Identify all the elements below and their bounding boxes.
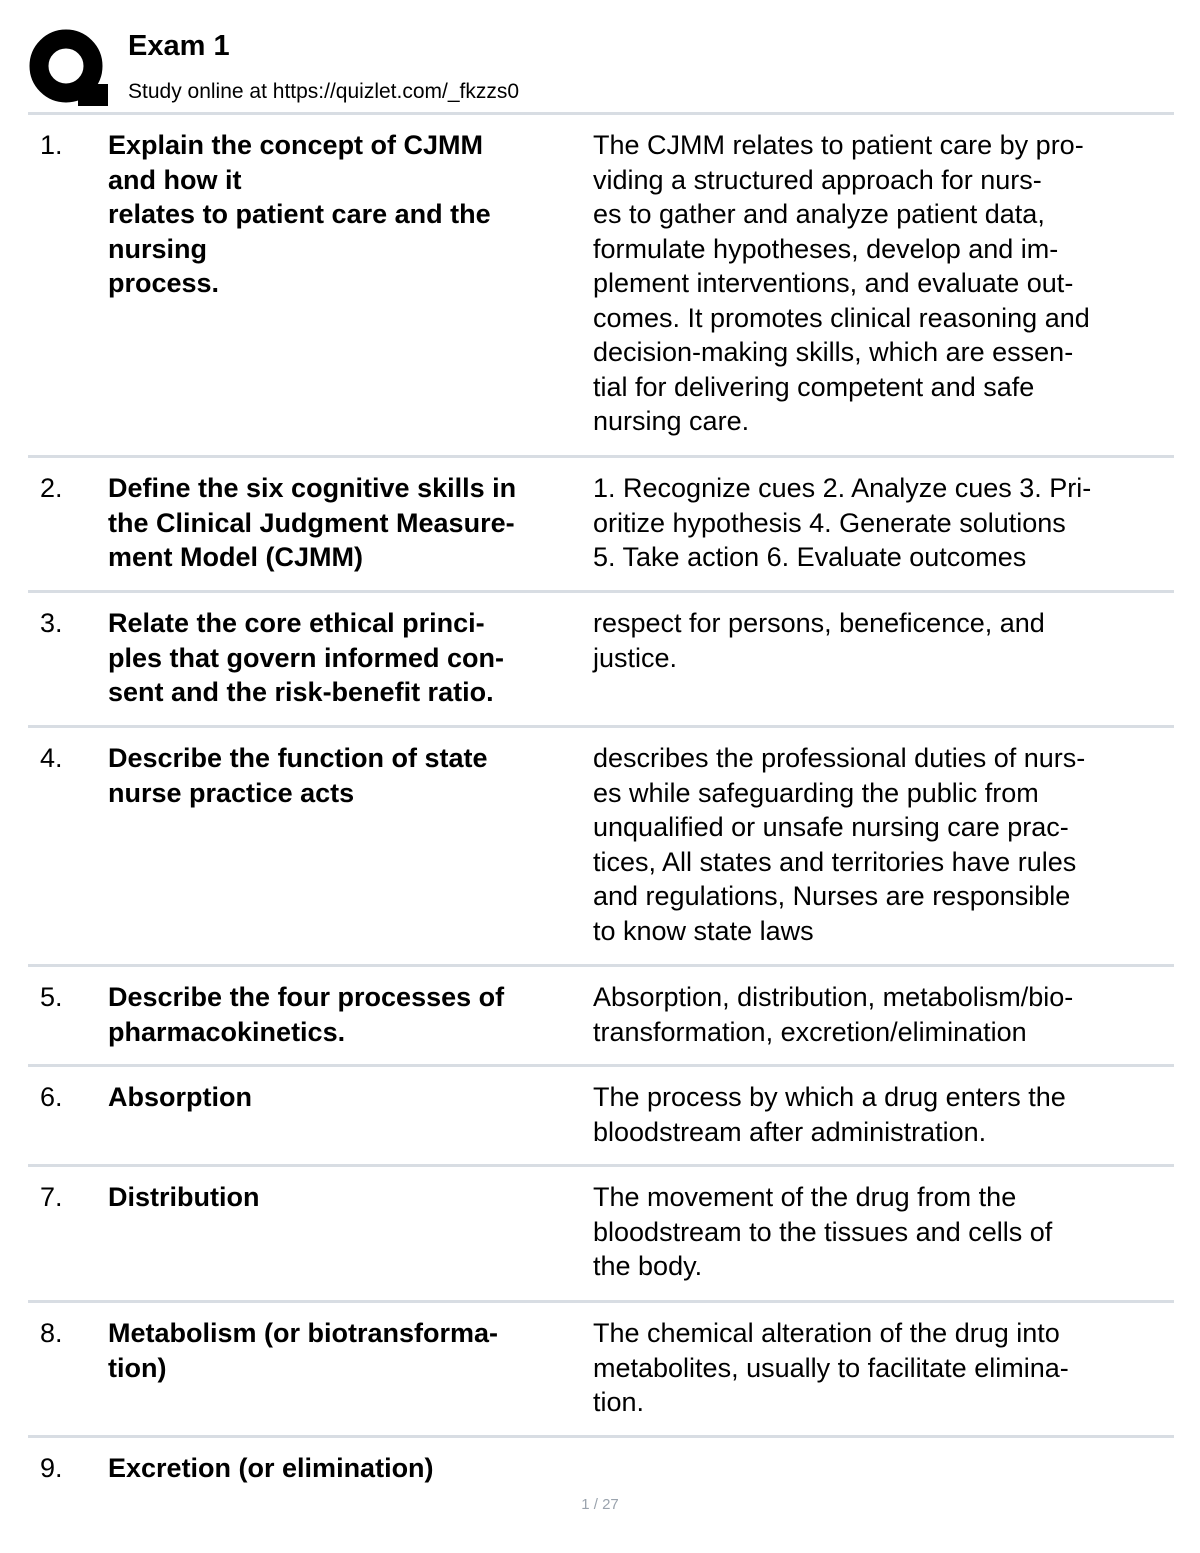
card-definition: The process by which a drug enters the bloodstream after administration.: [593, 1082, 1066, 1147]
flashcard-row: [28, 593, 1174, 728]
flashcard-row: [28, 458, 1174, 593]
card-definition: The chemical alteration of the drug into metabolites, usually to facilitate elimina- tion.: [593, 1318, 1069, 1417]
page-title: Exam 1: [128, 30, 230, 62]
flashcard-row: [28, 1067, 1174, 1167]
flashcard-row: [28, 1167, 1174, 1303]
card-number: 2.: [40, 473, 63, 503]
flashcard-row: [28, 967, 1174, 1067]
card-definition: The CJMM relates to patient care by pro- viding a structured approach for nurs- es to gather and analyze patient data, formulate hypotheses, develop and im- plement interventions, and evaluate out- comes. It promotes clinical reasoning and decision-making skills, which are essen- tial for delivering competent and safe nursing care.: [593, 130, 1090, 436]
card-term: Metabolism (or biotransforma- tion): [108, 1318, 499, 1383]
page-header: [28, 26, 1174, 112]
card-number: 8.: [40, 1318, 63, 1348]
page-indicator: 1 / 27: [581, 1496, 619, 1513]
card-number: 7.: [40, 1182, 63, 1212]
card-number: 4.: [40, 743, 63, 773]
card-term: Distribution: [108, 1182, 260, 1212]
card-term: Describe the four processes of pharmacokinetics.: [108, 982, 505, 1047]
card-definition: describes the professional duties of nurs- es while safeguarding the public from unqualified or unsafe nursing care prac- tices, All states and territories have rules and regulations, Nurses are responsible to know state laws: [593, 743, 1086, 946]
flashcard-row: [28, 728, 1174, 967]
card-definition: The movement of the drug from the bloodstream to the tissues and cells of the body.: [593, 1182, 1053, 1281]
flashcard-list: [28, 115, 1174, 1498]
card-term: Excretion (or elimination): [108, 1453, 434, 1483]
flashcard-row: [28, 1438, 1174, 1498]
card-number: 5.: [40, 982, 63, 1012]
card-term: Relate the core ethical princi- ples that govern informed con- sent and the risk-benefit ratio.: [108, 608, 505, 707]
card-term: Explain the concept of CJMM and how it relates to patient care and the nursing process.: [108, 130, 491, 298]
card-number: 6.: [40, 1082, 63, 1112]
flashcard-row: [28, 115, 1174, 458]
card-definition: 1. Recognize cues 2. Analyze cues 3. Pri- oritize hypothesis 4. Generate solutions 5. Take action 6. Evaluate outcomes: [593, 473, 1092, 572]
card-definition: Absorption, distribution, metabolism/bio- transformation, excretion/elimination: [593, 982, 1074, 1047]
quizlet-q-logo-icon: [28, 28, 108, 108]
card-term: Define the six cognitive skills in the Clinical Judgment Measure- ment Model (CJMM): [108, 473, 517, 572]
flashcard-row: [28, 1303, 1174, 1438]
card-definition: respect for persons, beneficence, and justice.: [593, 608, 1045, 673]
card-number: 3.: [40, 608, 63, 638]
card-number: 1.: [40, 130, 63, 160]
card-number: 9.: [40, 1453, 63, 1483]
card-term: Absorption: [108, 1082, 252, 1112]
study-online-link-text: Study online at https://quizlet.com/_fkzzs0: [128, 80, 520, 103]
card-term: Describe the function of state nurse practice acts: [108, 743, 488, 808]
